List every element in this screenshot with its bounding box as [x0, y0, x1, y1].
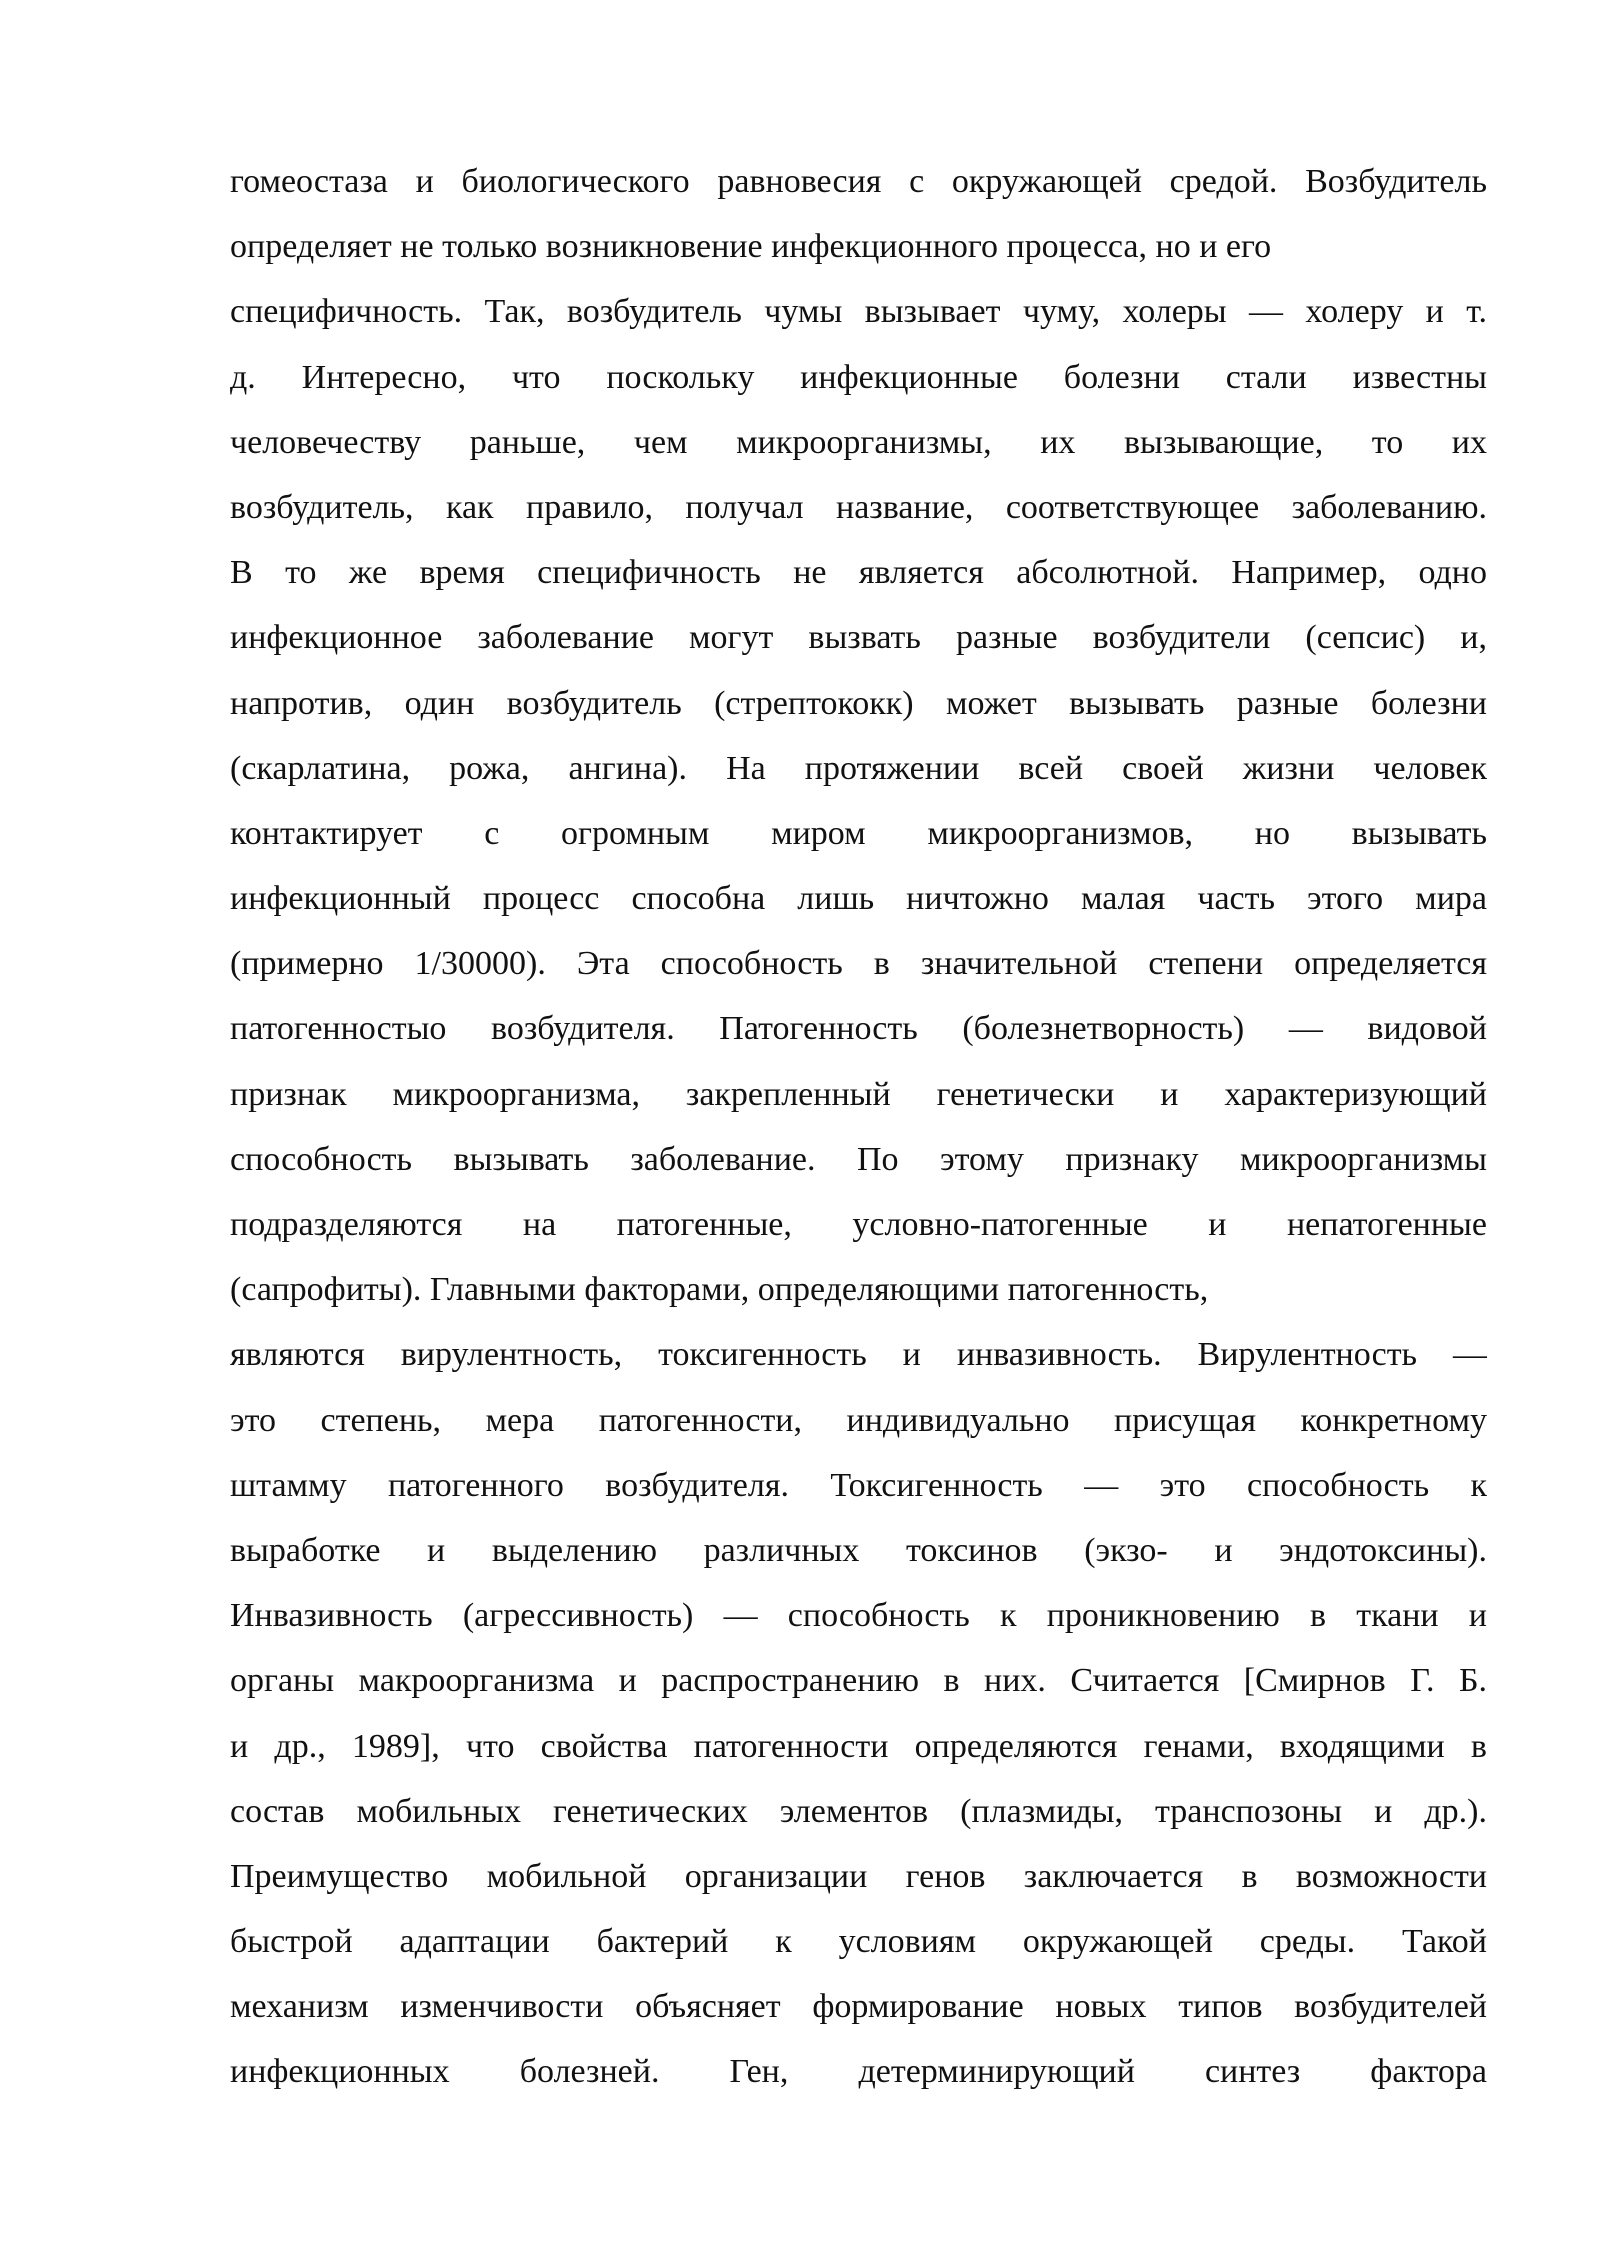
text-line: подразделяются на патогенные, условно-патогенные и непатогенные	[230, 1206, 1487, 1243]
text-line: инфекционное заболевание могут вызвать разные возбудители (сепсис) и,	[230, 619, 1487, 657]
text-line: признак микроорганизма, закрепленный генетически и характеризующий	[230, 1075, 1487, 1113]
text-line: д. Интересно, что поскольку инфекционные болезни стали известны	[230, 358, 1487, 396]
text-line: контактирует с огромным миром микроорганизмов, но вызывать	[230, 814, 1487, 852]
text-line: В то же время специфичность не является абсолютной. Например, одно	[230, 554, 1487, 592]
text-line: это степень, мера патогенности, индивидуально присущая конкретному	[230, 1401, 1487, 1439]
text-line: и др., 1989], что свойства патогенности определяются генами, входящими в	[230, 1727, 1487, 1765]
text-line: органы макроорганизма и распространению в них. Считается [Смирнов Г. Б.	[230, 1662, 1487, 1700]
text-line: (скарлатина, рожа, ангина). На протяжении всей своей жизни человек	[230, 749, 1487, 787]
text-line: специфичность. Так, возбудитель чумы вызывает чуму, холеры — холеру и т.	[230, 293, 1487, 331]
text-line: (примерно 1/30000). Эта способность в значительной степени определяется	[230, 945, 1487, 983]
text-line: быстрой адаптации бактерий к условиям окружающей среды. Такой	[230, 1923, 1487, 1961]
text-line: Преимущество мобильной организации генов заключается в возможности	[230, 1857, 1487, 1895]
text-line: напротив, один возбудитель (стрептококк) может вызывать разные болезни	[230, 684, 1487, 722]
body-text	[230, 149, 1487, 2105]
text-line: штамму патогенного возбудителя. Токсигенность — это способность к	[230, 1466, 1487, 1504]
text-line: механизм изменчивости объясняет формирование новых типов возбудителей	[230, 1988, 1487, 2026]
text-line: являются вирулентность, токсигенность и инвазивность. Вирулентность —	[230, 1336, 1487, 1374]
text-line: инфекционных болезней. Ген, детерминирующий синтез фактора	[230, 2053, 1487, 2091]
text-line: человечеству раньше, чем микроорганизмы, их вызывающие, то их	[230, 423, 1487, 461]
text-line: гомеостаза и биологического равновесия с окружающей средой. Возбудитель	[230, 163, 1487, 200]
text-line: патогенностыо возбудителя. Патогенность (болезнетворность) — видовой	[230, 1010, 1487, 1048]
text-line: способность вызывать заболевание. По этому признаку микроорганизмы	[230, 1140, 1487, 1178]
text-line: Инвазивность (агрессивность) — способность к проникновению в ткани и	[230, 1597, 1487, 1635]
text-line: состав мобильных генетических элементов (плазмиды, транспозоны и др.).	[230, 1792, 1487, 1830]
text-line: определяет не только возникновение инфекционного процесса, но и его	[230, 228, 1272, 266]
text-line: выработке и выделению различных токсинов (экзо- и эндотоксины).	[230, 1531, 1487, 1569]
text-line: возбудитель, как правило, получал название, соответствующее заболеванию.	[230, 488, 1487, 526]
text-line: (сапрофиты). Главными факторами, определяющими патогенность,	[230, 1271, 1209, 1309]
text-line: инфекционный процесс способна лишь ничтожно малая часть этого мира	[230, 880, 1487, 918]
